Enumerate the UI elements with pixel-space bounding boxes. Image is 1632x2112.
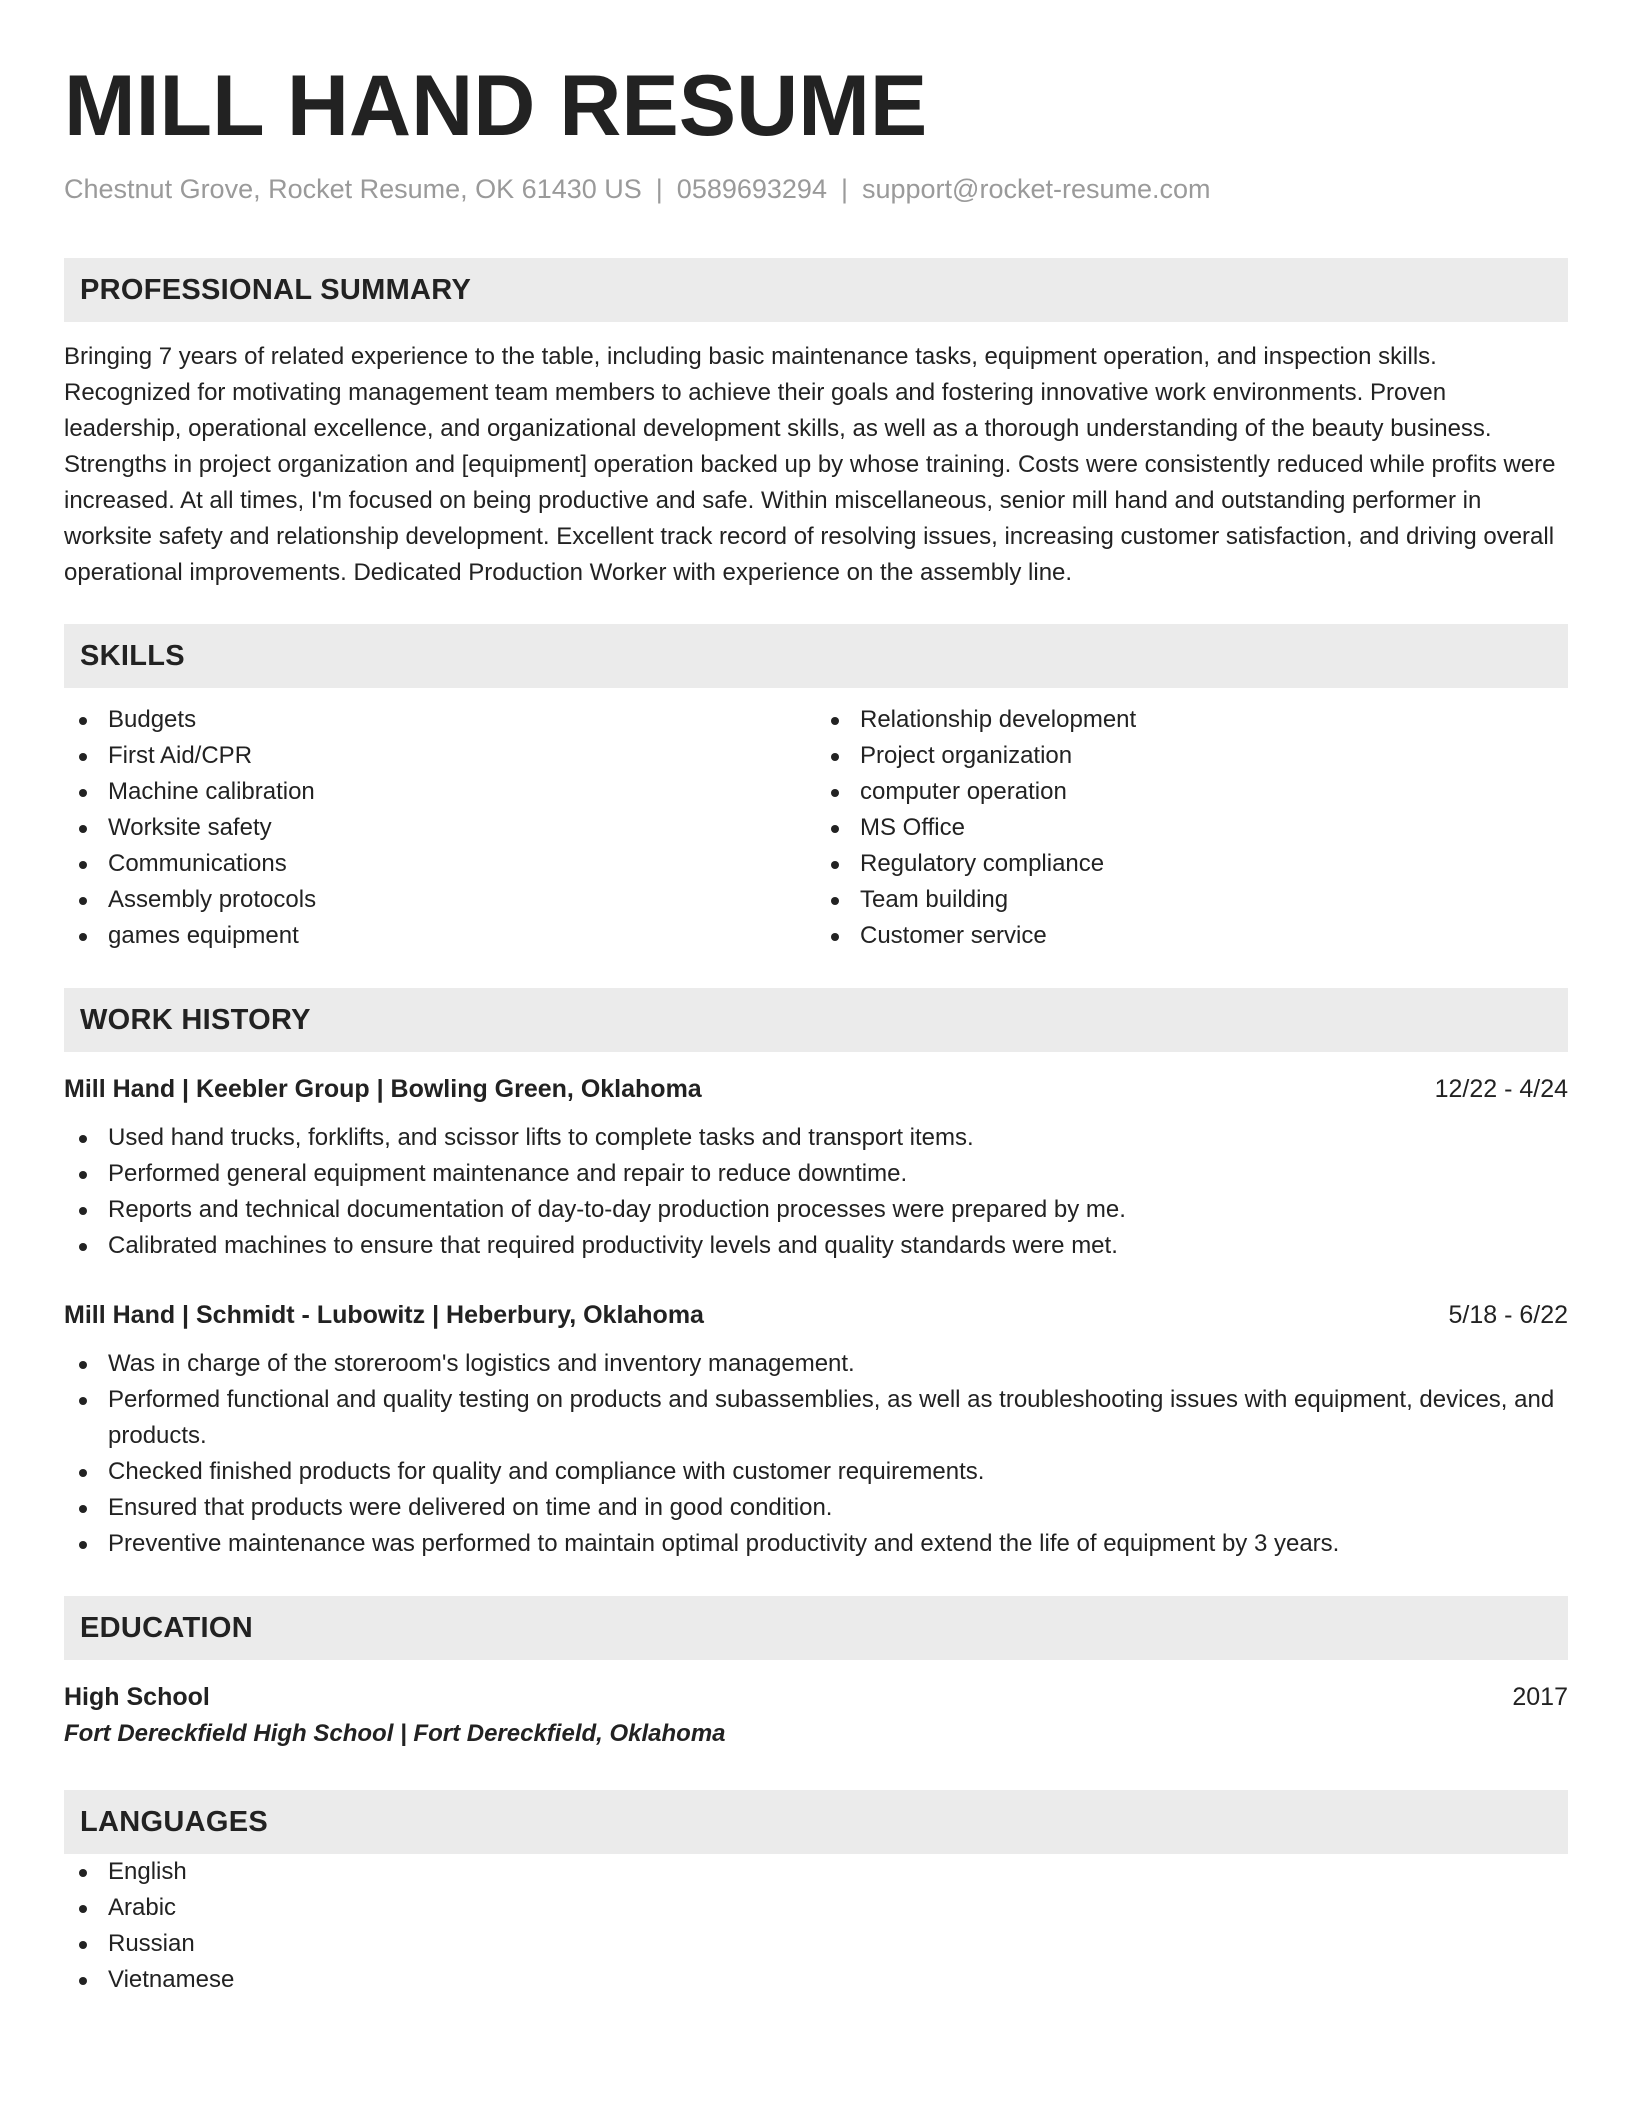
skill-item: games equipment [64,918,816,954]
job-bullet: Performed functional and quality testing on products and subassemblies, as well as troubleshooting issues with equipment, devices, and products. [64,1382,1568,1454]
language-item: Vietnamese [64,1962,1568,1998]
job-bullet: Performed general equipment maintenance and repair to reduce downtime. [64,1156,1568,1192]
job-title: Mill Hand | Keebler Group | Bowling Green, Oklahoma [64,1075,702,1103]
section-header-languages: LANGUAGES [64,1790,1568,1854]
job-bullet: Calibrated machines to ensure that required productivity levels and quality standards were met. [64,1228,1568,1264]
education-degree: High School [64,1683,210,1711]
job-bullet: Preventive maintenance was performed to maintain optimal productivity and extend the life of equipment by 3 years. [64,1526,1568,1562]
education-school: Fort Dereckfield High School | Fort Dereckfield, Oklahoma [64,1720,726,1747]
job-entry [64,1072,1568,1264]
job-bullets [64,1120,1568,1264]
contact-email: support@rocket-resume.com [861,174,1211,204]
skill-item: Team building [816,882,1568,918]
skills-list-right [816,702,1568,954]
languages-list [64,1854,1568,1998]
section-header-work-history: WORK HISTORY [64,988,1568,1052]
job-dates: 12/22 - 4/24 [1434,1075,1568,1103]
skill-item: First Aid/CPR [64,738,816,774]
education-year: 2017 [1512,1683,1568,1711]
section-header-skills: SKILLS [64,624,1568,688]
job-bullet: Was in charge of the storeroom's logistics and inventory management. [64,1346,1568,1382]
skills-list-left [64,702,816,954]
contact-separator: | [655,174,663,204]
contact-phone: 0589693294 [676,174,827,204]
job-header [64,1072,1568,1106]
section-header-summary: PROFESSIONAL SUMMARY [64,258,1568,322]
job-bullet: Ensured that products were delivered on time and in good condition. [64,1490,1568,1526]
resume-title: MILL HAND RESUME [64,58,928,154]
language-item: Arabic [64,1890,1568,1926]
skill-item: Worksite safety [64,810,816,846]
section-header-education: EDUCATION [64,1596,1568,1660]
skill-item: Customer service [816,918,1568,954]
job-dates: 5/18 - 6/22 [1448,1301,1568,1329]
contact-address: Chestnut Grove, Rocket Resume, OK 61430 US [64,174,642,204]
skill-item: Project organization [816,738,1568,774]
skill-item: Relationship development [816,702,1568,738]
skill-item: Machine calibration [64,774,816,810]
contact-line [64,172,1568,206]
job-bullet: Checked finished products for quality and compliance with customer requirements. [64,1454,1568,1490]
skill-item: Budgets [64,702,816,738]
job-bullet: Used hand trucks, forklifts, and scissor lifts to complete tasks and transport items. [64,1120,1568,1156]
skills-grid [64,702,1568,954]
job-header [64,1298,1568,1332]
job-title: Mill Hand | Schmidt - Lubowitz | Heberbury, Oklahoma [64,1301,704,1329]
job-bullets [64,1346,1568,1562]
contact-separator: | [840,174,848,204]
skill-item: Regulatory compliance [816,846,1568,882]
skill-item: MS Office [816,810,1568,846]
skill-item: Assembly protocols [64,882,816,918]
education-entry [64,1680,1568,1752]
skill-item: Communications [64,846,816,882]
education-header [64,1680,1568,1714]
job-bullet: Reports and technical documentation of day-to-day production processes were prepared by me. [64,1192,1568,1228]
summary-text: Bringing 7 years of related experience to the table, including basic maintenance tasks, equipment operation, and inspection skills. Recognized for motivating management team members to achieve their goals and fostering innovative work environments. Proven leadership, operational excellence, and organizational development skills, as well as a thorough understanding of the beauty business. Strengths in project organization and [equipment] operation backed up by whose training. Costs were consistently reduced while profits were increased. At all times, I'm focused on being productive and safe. Within miscellaneous, senior mill hand and outstanding performer in worksite safety and relationship development. Excellent track record of resolving issues, increasing customer satisfaction, and driving overall operational improvements. Dedicated Production Worker with experience on the assembly line. [64,343,1556,586]
job-entry [64,1298,1568,1562]
language-item: English [64,1854,1568,1890]
skill-item: computer operation [816,774,1568,810]
language-item: Russian [64,1926,1568,1962]
